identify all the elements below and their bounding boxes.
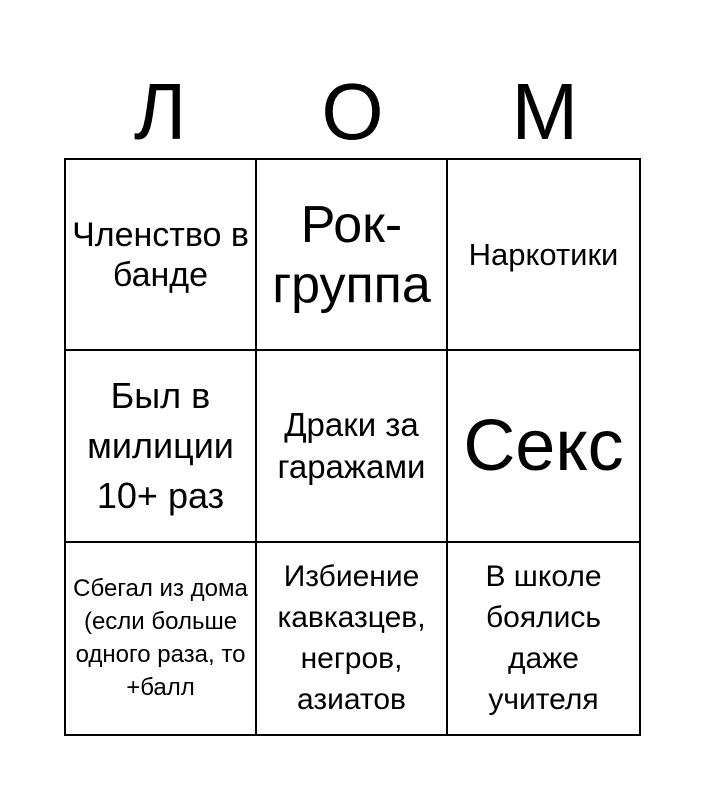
bingo-cell-1[interactable] <box>66 160 257 351</box>
bingo-cell-5[interactable] <box>257 351 448 542</box>
header-letter-2: О <box>321 66 384 156</box>
bingo-cell-3[interactable] <box>448 160 639 351</box>
bingo-cell-text: Избиение кавказцев, негров, азиатов <box>277 560 426 717</box>
bingo-cell-text: Секс <box>463 405 624 486</box>
bingo-cell-7[interactable] <box>66 543 257 734</box>
bingo-cell-4[interactable] <box>66 351 257 542</box>
bingo-cell-text: Сбегал из дома (если больше одного раза, то +балл <box>73 575 248 702</box>
bingo-cell-text: Был в милиции 10+ раз <box>87 374 234 516</box>
bingo-cell-9[interactable] <box>448 543 639 734</box>
bingo-cell-text: В школе боялись даже учителя <box>485 560 602 717</box>
bingo-cell-text: Драки за гаражами <box>277 405 426 485</box>
bingo-cell-6[interactable] <box>448 351 639 542</box>
bingo-grid <box>64 158 641 736</box>
bingo-cell-text: Наркотики <box>468 237 619 273</box>
bingo-cell-text: Рок-группа <box>272 195 431 314</box>
bingo-cell-text: Членство в банде <box>72 215 249 294</box>
bingo-cell-8[interactable] <box>257 543 448 734</box>
bingo-cell-2[interactable] <box>257 160 448 351</box>
bingo-header <box>64 64 641 159</box>
header-letter-1: Л <box>133 66 187 156</box>
header-letter-3: М <box>511 66 579 156</box>
